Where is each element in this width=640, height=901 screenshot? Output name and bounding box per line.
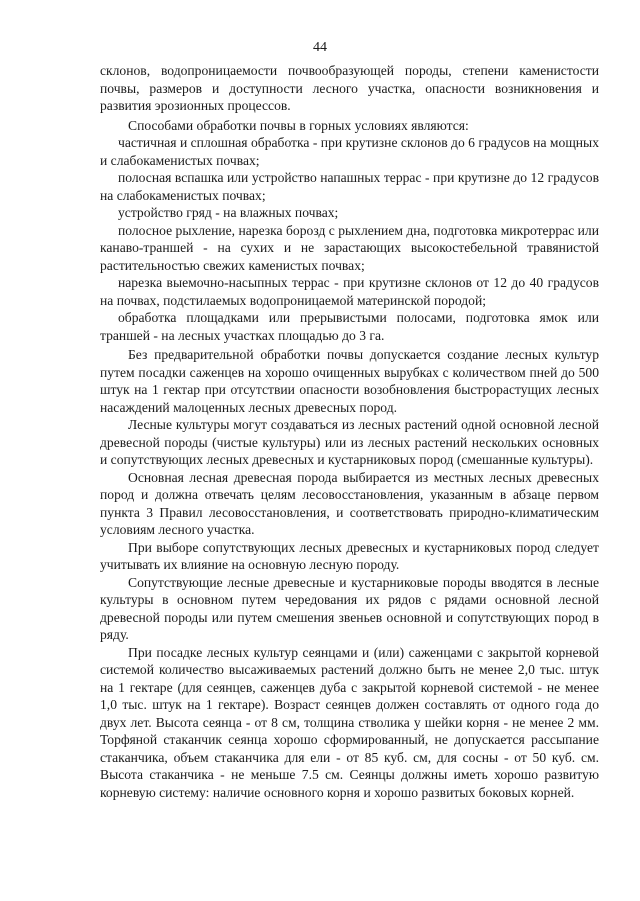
paragraph: Сопутствующие лесные древесные и кустарниковые породы вводятся в лесные культуры в основном путем чередования их рядов с рядами основной лесной древесной породы или путем смешения звеньев основной и сопутствующих пород в ряду.: [100, 574, 599, 642]
list-item: обработка площадками или прерывистыми полосами, подготовка ямок или траншей - на лесных участках площадью до 3 га.: [100, 310, 599, 343]
paragraph: При посадке лесных культур сеянцами и (или) саженцами с закрытой корневой системой количество высаживаемых растений должно быть не менее 2,0 тыс. штук на 1 гектаре (для сеянцев, саженцев дуба с закрытой корневой системой - не менее 1,0 тыс. штук на 1 гектаре). Возраст сеянцев должен составлять от одного года до двух лет. Высота сеянца - от 8 см, толщина стволика у шейки корня - не менее 2 мм. Торфяной стаканчик сеянца хорошо сформированный, не допускается рассыпание стаканчика, объем стаканчика для ели - от 85 куб. см, для сосны - от 50 куб. см. Высота стаканчика - не меньше 7.5 см. Сеянцы должны иметь хорошо развитую корневую систему: наличие основного корня и хорошо развитых боковых корней.: [100, 644, 599, 800]
paragraph: При выборе сопутствующих лесных древесных и кустарниковых пород следует учитывать их влияние на основную лесную породу.: [100, 539, 599, 572]
list-item: устройство гряд - на влажных почвах;: [118, 205, 339, 220]
paragraph: Способами обработки почвы в горных условиях являются:: [128, 117, 469, 133]
paragraph: Лесные культуры могут создаваться из лесных растений одной основной лесной древесной породы (чистые культуры) или из лесных растений нескольких основных и сопутствующих лесных древесных и кустарниковых пород (смешанные культуры).: [100, 417, 599, 467]
paragraph: Без предварительной обработки почвы допускается создание лесных культур путем посадки саженцев на хорошо очищенных вырубках с количеством пней до 500 штук на 1 гектар при отсутствии опасности возобновления быстрорастущих лесных насаждений малоценных лесных древесных пород.: [100, 347, 599, 415]
paragraph: Основная лесная древесная порода выбирается из местных лесных древесных пород и должна отвечать целям лесовосстановления, указанным в абзаце первом пункта 3 Правил лесовосстановления, и соответствовать природно-климатическим условиям лесного участка.: [100, 469, 599, 537]
list-item: полосная вспашка или устройство напашных террас - при крутизне до 12 градусов на слабокаменистых почвах;: [100, 170, 599, 203]
list-item: нарезка выемочно-насыпных террас - при крутизне склонов от 12 до 40 градусов на почвах, подстилаемых водопроницаемой материнской породой;: [100, 275, 599, 308]
page-number: 44: [313, 40, 327, 55]
document-body: [100, 62, 599, 801]
paragraph: склонов, водопроницаемости почвообразующей породы, степени каменистости почвы, размеров и доступности лесного участка, опасности возникновения и развития эрозионных процессов.: [100, 63, 599, 113]
list-item: полосное рыхление, нарезка борозд с рыхлением дна, подготовка микротеррас или канаво-траншей - на сухих и не зарастающих высокостебельной травянистой растительностью свежих каменистых почвах;: [100, 222, 599, 273]
list-item: частичная и сплошная обработка - при крутизне склонов до 6 градусов на мощных и слабокаменистых почвах;: [100, 135, 599, 168]
